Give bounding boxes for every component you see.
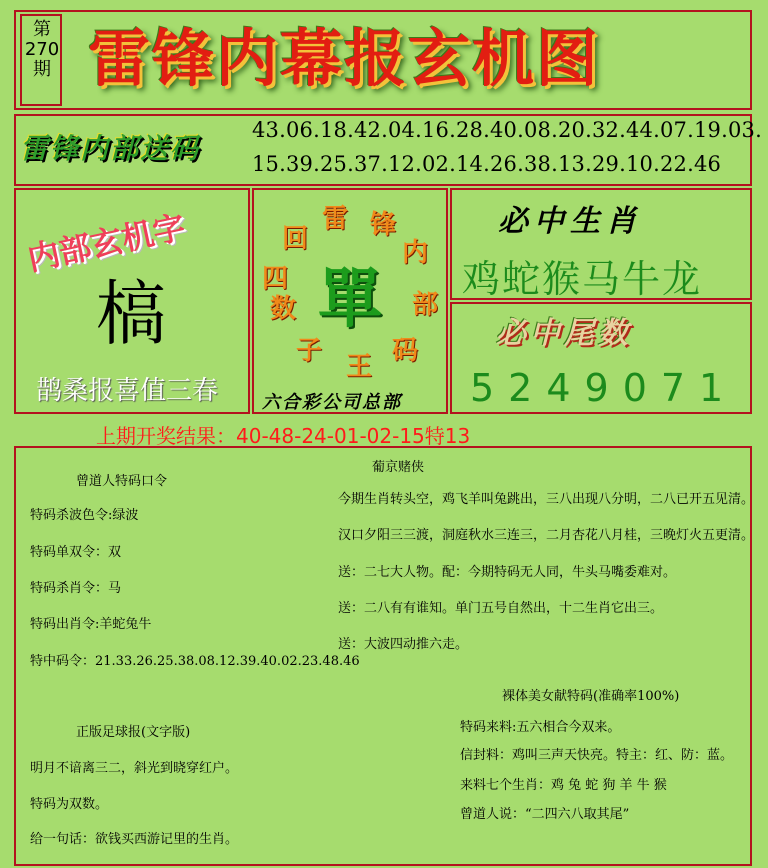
right-line: 信封料：鸡叫三声天快亮。特主：红、防：蓝。 (460, 748, 734, 763)
right-line: 汉口夕阳三三渡，洞庭秋水三连三，二月杏花八月桂，三晚灯火五更清。 (338, 528, 755, 543)
left-title-1: 曾道人特码口令 (76, 474, 168, 489)
tail-label: 必中尾数 (496, 316, 632, 351)
left-line: 特码出肖令:羊蛇兔牛 (30, 617, 152, 632)
right-title-2: 裸体美女献特码(准确率100%) (502, 689, 680, 704)
circle-char: 四 (262, 264, 289, 294)
tail-numbers: 5249071 (470, 366, 738, 410)
zodiac-label: 必中生肖 (498, 204, 642, 239)
last-result: 上期开奖结果：40-48-24-01-02-15特13 (96, 424, 471, 448)
circle-char: 部 (412, 290, 439, 320)
left-line: 特中码令：21.33.26.25.38.08.12.39.40.02.23.48.46 (30, 654, 360, 669)
main-title: 雷锋内幕报玄机图 (88, 22, 601, 95)
zodiac-list: 鸡蛇猴马牛龙 (462, 257, 703, 301)
right-line: 特码来料:五六相合今双来。 (460, 720, 621, 735)
mystery-poem: 鹊桑报喜值三春 (36, 376, 219, 406)
circle-char: 子 (296, 336, 323, 366)
left-line: 特码单双令：双 (30, 545, 122, 560)
left-line: 给一句话：欲钱买西游记里的生肖。 (30, 832, 239, 847)
mystery-char-title: 内部玄机字 (24, 207, 189, 279)
single-char: 單 (318, 262, 382, 337)
issue-number: 第270期 (24, 19, 60, 80)
left-line: 特码杀波色令:绿波 (30, 508, 139, 523)
right-line: 曾道人说：“二四六八取其尾” (460, 807, 630, 822)
issue-box (20, 14, 62, 106)
right-line: 送：大波四动推六走。 (338, 637, 469, 652)
circle-char: 雷 (322, 204, 349, 234)
right-title-1: 葡京赌侠 (372, 460, 425, 475)
circle-char: 内 (402, 238, 429, 268)
mystery-char: 槁 (96, 273, 166, 355)
left-line: 明月不谙离三二，斜光到晓穿红户。 (30, 761, 239, 776)
left-title-2: 正版足球报(文字版) (76, 725, 191, 740)
numbers-line-1: 43.06.18.42.04.16.28.40.08.20.32.44.07.19.03. (252, 118, 762, 142)
circle-char: 码 (392, 336, 419, 366)
circle-char: 回 (282, 224, 309, 254)
numbers-label: 雷锋内部送码 (20, 132, 201, 165)
right-line: 来料七个生肖：鸡 兔 蛇 狗 羊 牛 猴 (460, 778, 667, 793)
company-name: 六合彩公司总部 (262, 392, 402, 413)
left-line: 特码为双数。 (30, 797, 109, 812)
circle-char: 数 (270, 294, 297, 324)
right-line: 今期生肖转头空，鸡飞羊叫兔跳出，三八出现八分明，二八已开五见清。 (338, 492, 755, 507)
numbers-line-2: 15.39.25.37.12.02.14.26.38.13.29.10.22.46 (252, 152, 722, 176)
left-line: 特码杀肖令：马 (30, 581, 122, 596)
right-line: 送：二七大人物。配：今期特码无人同，牛头马嘴委难对。 (338, 565, 677, 580)
circle-char: 锋 (370, 210, 397, 240)
right-line: 送：二八有有谁知。单门五号自然出，十二生肖它出三。 (338, 601, 664, 616)
circle-char: 王 (346, 352, 373, 382)
